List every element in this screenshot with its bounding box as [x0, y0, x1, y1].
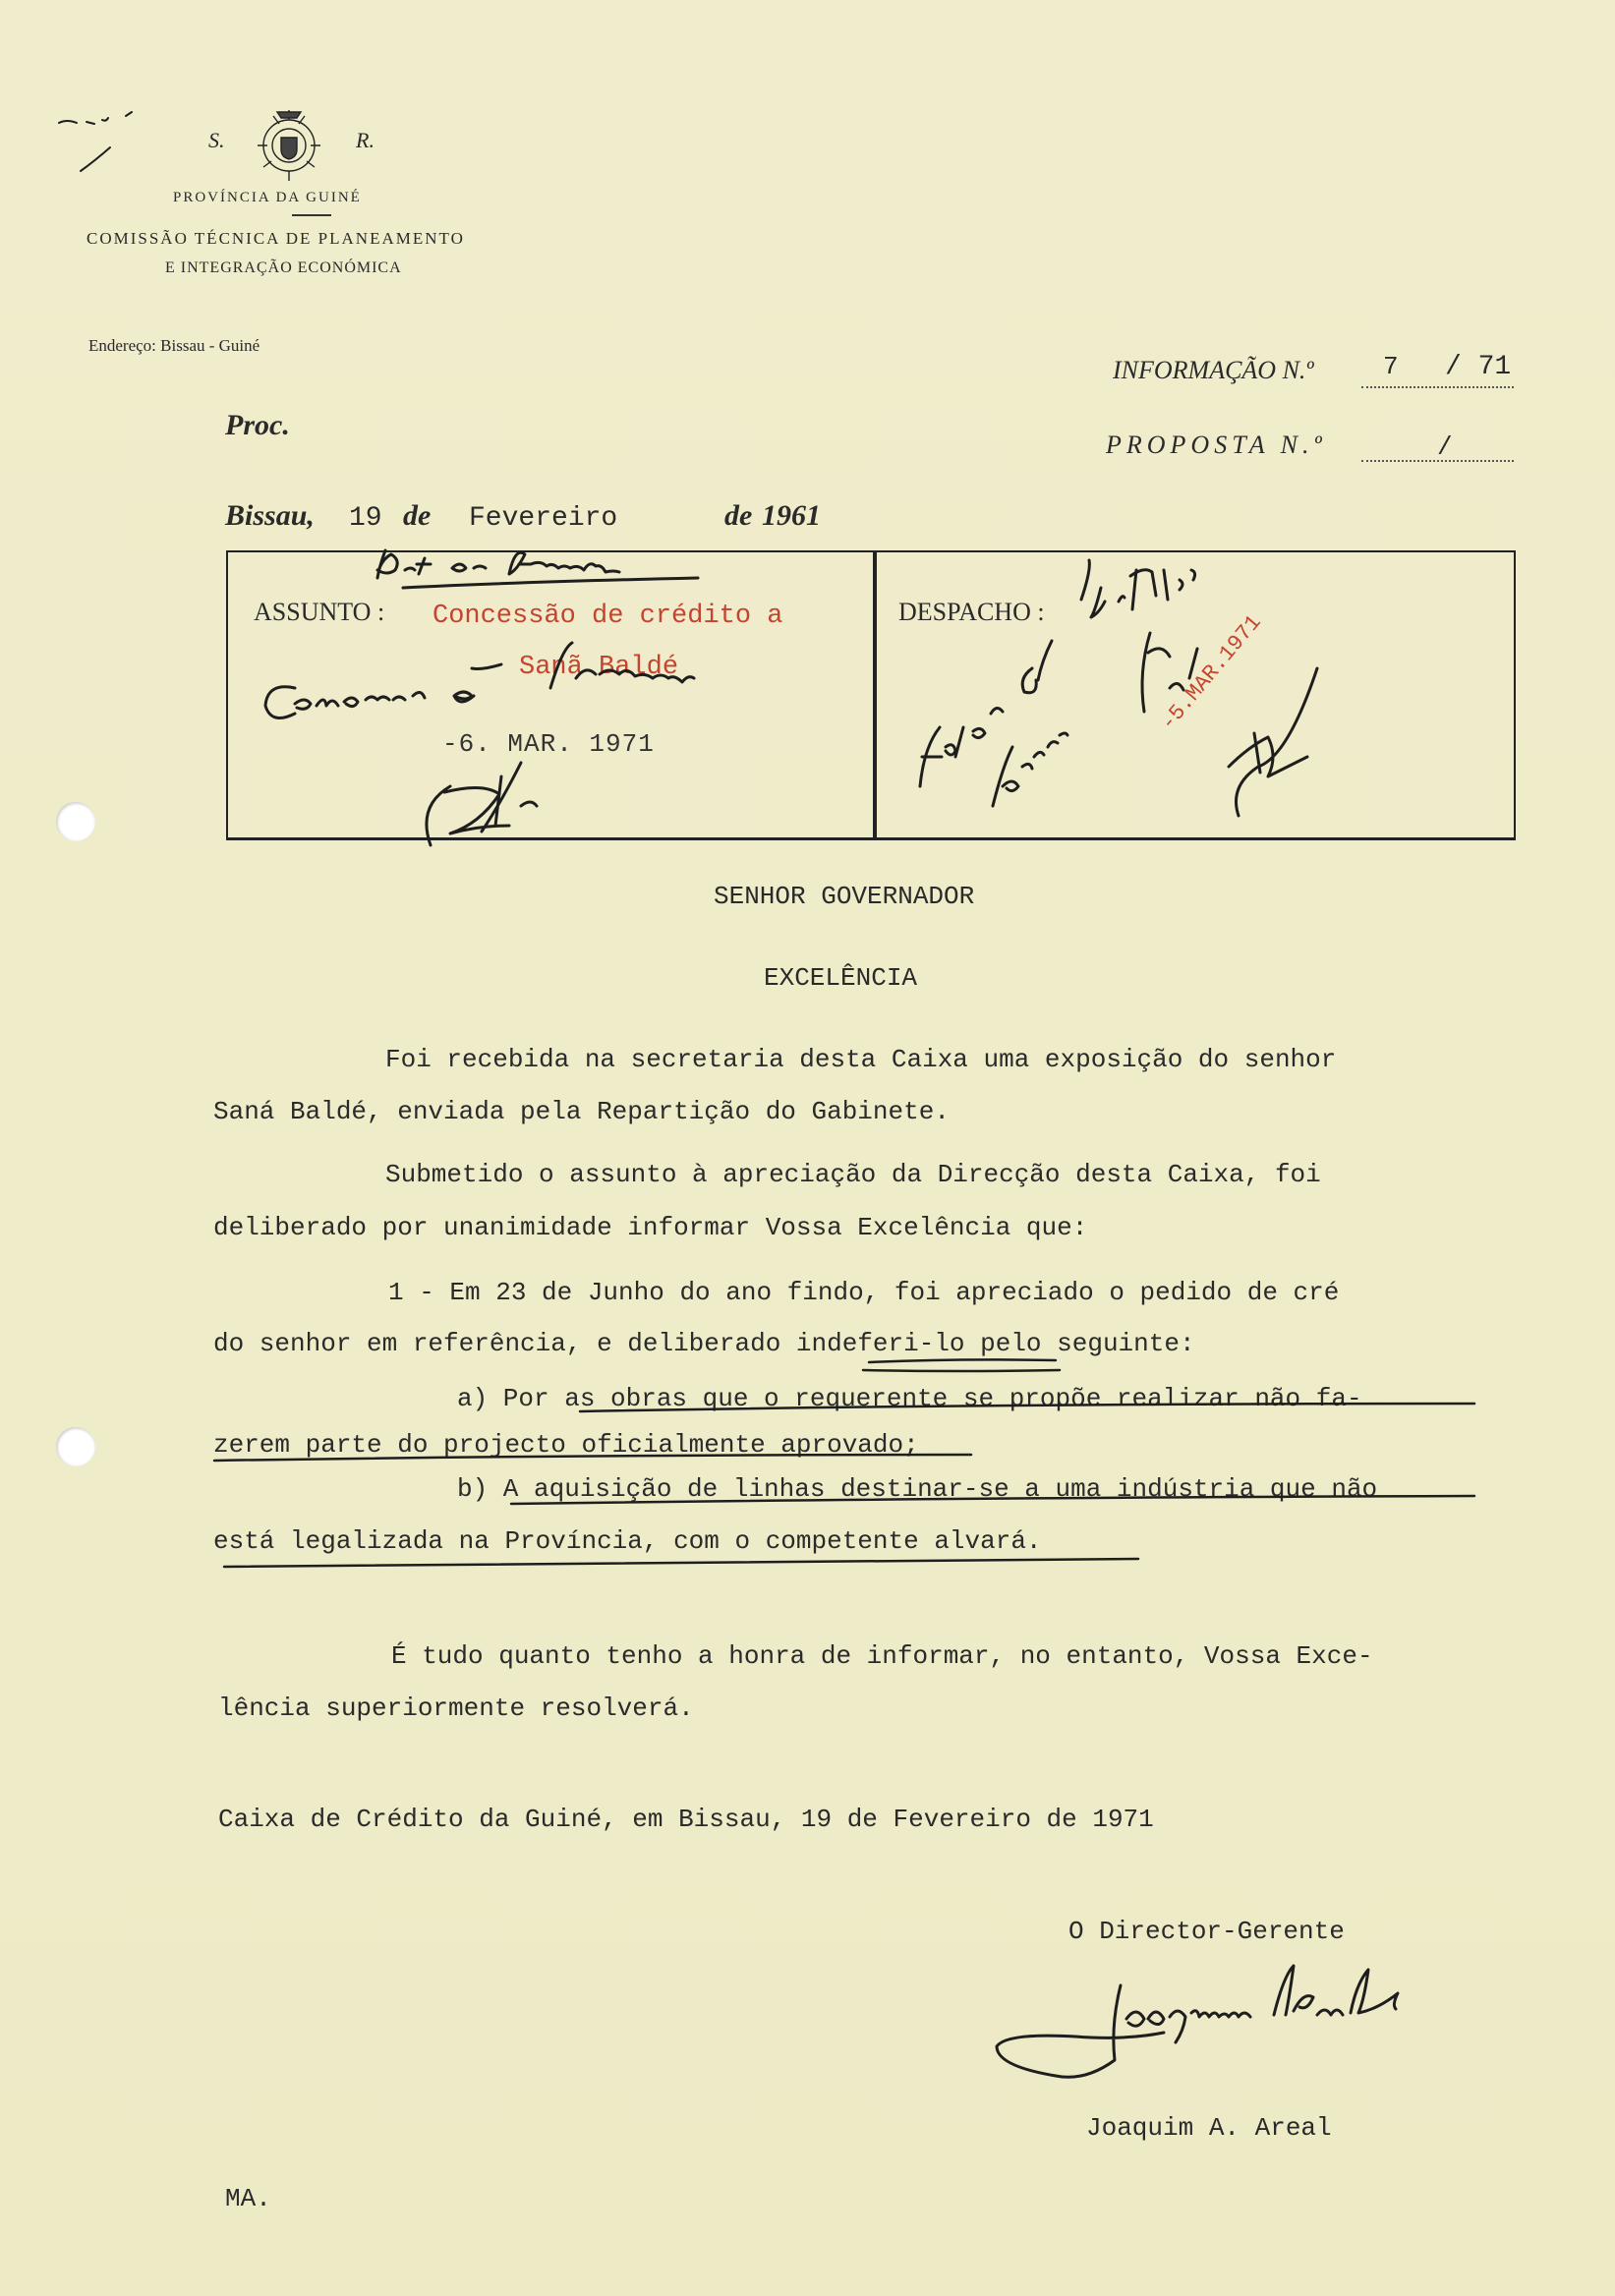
date-year: 1961	[762, 499, 821, 532]
letterhead-address: Endereço: Bissau - Guiné	[88, 336, 260, 355]
punch-hole-top	[56, 802, 95, 841]
body-item-b-line-2: está legalizada na Província, com o competente alvará.	[213, 1526, 1042, 1556]
body-paragraph-4-line-2: lência superiormente resolverá.	[218, 1693, 694, 1723]
despatch-box	[873, 550, 1516, 840]
body-item-b-line-1: b) A aquisição de linhas destinar-se a uma indústria que não	[457, 1474, 1378, 1504]
despatch-label: DESPACHO :	[898, 598, 1045, 626]
date-de-1: de	[403, 499, 432, 532]
proposal-number-label: PROPOSTA N.º	[1106, 430, 1327, 459]
coat-of-arms-icon	[248, 106, 330, 185]
date-day: 19	[349, 503, 382, 534]
subject-text-line-2: Sanã Baldé	[519, 653, 679, 682]
body-item-1-line-1: 1 - Em 23 de Junho do ano findo, foi apreciado o pedido de cré	[388, 1278, 1340, 1307]
punch-hole-bottom	[56, 1427, 95, 1466]
corner-ink-marks	[59, 112, 132, 171]
letterhead-r: R.	[356, 128, 375, 152]
information-number-year: / 71	[1445, 352, 1512, 382]
subject-text-line-1: Concessão de crédito a	[433, 602, 783, 631]
body-item-1-line-2: do senhor em referência, e deliberado indeferi-lo pelo seguinte:	[213, 1329, 1195, 1358]
date-city: Bissau,	[225, 499, 315, 532]
salutation-excellency: EXCELÊNCIA	[764, 963, 918, 993]
subject-label: ASSUNTO :	[254, 598, 385, 626]
date-de-2: de	[724, 499, 753, 532]
salutation-governor: SENHOR GOVERNADOR	[714, 882, 975, 911]
body-paragraph-2-line-2: deliberado por unanimidade informar Vossa Excelência que:	[213, 1213, 1088, 1242]
letterhead-s: S.	[208, 128, 225, 152]
information-number-dotted-line	[1361, 386, 1514, 388]
body-paragraph-2-line-1: Submetido o assunto à apreciação da Direcção desta Caixa, foi	[385, 1160, 1321, 1189]
signature-name: Joaquim A. Areal	[1086, 2113, 1332, 2143]
letterhead-commission: COMISSÃO TÉCNICA DE PLANEAMENTO	[87, 229, 465, 248]
process-label: Proc.	[225, 409, 290, 441]
information-number-label: INFORMAÇÃO N.º	[1113, 356, 1314, 384]
body-paragraph-1-line-2: Saná Baldé, enviada pela Repartição do Gabinete.	[213, 1097, 950, 1126]
closing-place-date: Caixa de Crédito da Guiné, em Bissau, 19 de Fevereiro de 1971	[218, 1805, 1154, 1834]
letterhead-divider	[292, 214, 331, 216]
proposal-number-dotted-line	[1361, 460, 1514, 462]
body-paragraph-4-line-1: É tudo quanto tenho a honra de informar, no entanto, Vossa Exce-	[391, 1641, 1373, 1671]
svg-text:-5.MAR.1971: -5.MAR.1971	[1156, 610, 1267, 736]
proposal-number-value: /	[1437, 432, 1453, 462]
subject-box	[226, 550, 877, 840]
letterhead-province: PROVÍNCIA DA GUINÉ	[173, 190, 362, 205]
handwritten-signature	[997, 1966, 1398, 2077]
body-item-a-line-1: a) Por as obras que o requerente se propõe realizar não fa-	[457, 1384, 1362, 1413]
date-stamp: -6. MAR. 1971	[442, 729, 655, 759]
letterhead-integration: E INTEGRAÇÃO ECONÓMICA	[165, 259, 402, 276]
typist-initials: MA.	[225, 2184, 271, 2213]
body-paragraph-1-line-1: Foi recebida na secretaria desta Caixa uma exposição do senhor	[385, 1045, 1337, 1074]
information-number-value: 7	[1383, 352, 1399, 381]
body-item-a-line-2: zerem parte do projecto oficialmente aprovado;	[213, 1430, 919, 1460]
signature-title: O Director-Gerente	[1068, 1917, 1345, 1946]
date-month: Fevereiro	[469, 503, 618, 534]
